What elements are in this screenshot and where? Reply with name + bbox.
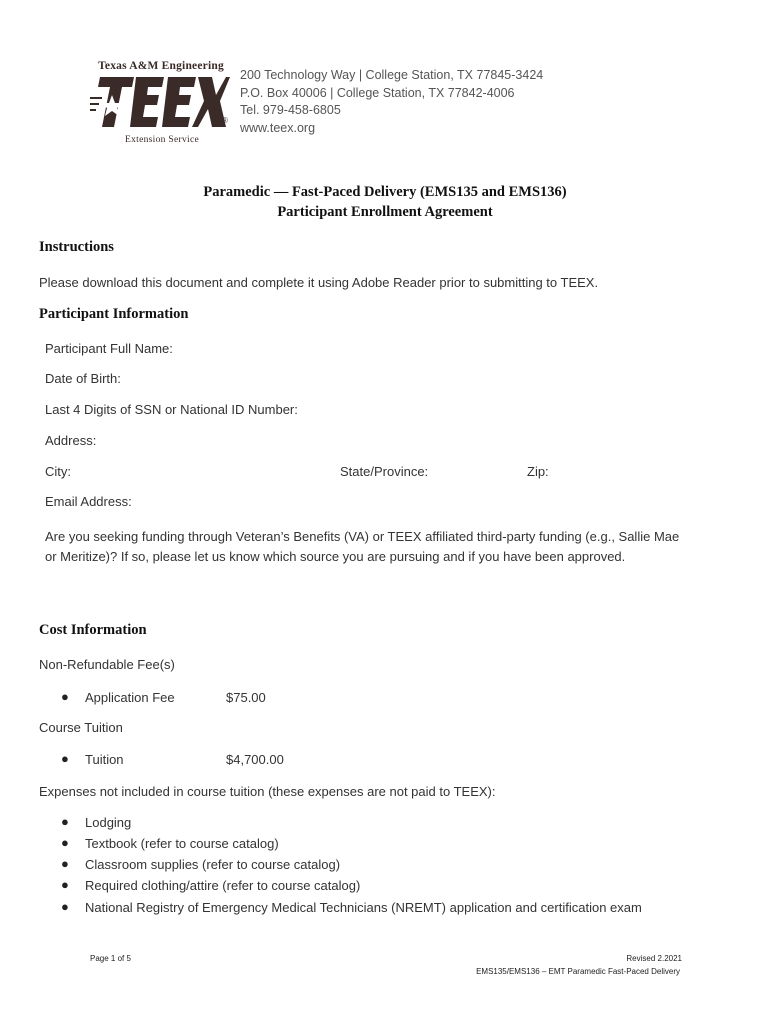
bullet-icon: ●	[61, 814, 69, 829]
website-line: www.teex.org	[240, 120, 316, 135]
revision-date: Revised 2.2021	[626, 954, 682, 963]
bullet-icon: ●	[61, 899, 69, 914]
list-item: Classroom supplies (refer to course catalog)	[85, 857, 341, 872]
address-label: Address:	[45, 433, 97, 448]
list-item: Textbook (refer to course catalog)	[85, 836, 279, 851]
bullet-icon: ●	[61, 689, 69, 704]
logo-bottom-text: Extension Service	[125, 135, 199, 145]
full-name-label: Participant Full Name:	[45, 341, 173, 356]
nonrefundable-label: Non-Refundable Fee(s)	[39, 657, 175, 672]
tuition-value: $4,700.00	[226, 752, 284, 767]
expenses-label: Expenses not included in course tuition (these expenses are not paid to TEEX):	[39, 784, 496, 799]
dob-label: Date of Birth:	[45, 371, 121, 386]
funding-question: Are you seeking funding through Veteran’s Benefits (VA) or TEEX affiliated third-party funding (e.g., Sallie Mae or Meritize)? If so, please let us know which source you are pursuing and if you have been approved.	[45, 529, 680, 564]
application-fee-value: $75.00	[226, 690, 266, 705]
registered-mark: ®	[222, 116, 228, 125]
tuition-label: Tuition	[85, 752, 124, 767]
tuition-section-label: Course Tuition	[39, 720, 123, 735]
bullet-icon: ●	[61, 835, 69, 850]
city-label: City:	[45, 464, 71, 479]
instructions-text: Please download this document and complete it using Adobe Reader prior to submitting to TEEX.	[39, 275, 599, 290]
logo-top-text: Texas A&M Engineering	[98, 60, 224, 72]
address-line: P.O. Box 40006 | College Station, TX 77842-4006	[240, 85, 515, 100]
cost-heading: Cost Information	[39, 622, 147, 638]
bullet-icon: ●	[61, 877, 69, 892]
document-id: EMS135/EMS136 – EMT Paramedic Fast-Paced Delivery	[476, 967, 680, 976]
list-item: Lodging	[85, 815, 132, 830]
participant-heading: Participant Information	[39, 306, 189, 322]
bullet-icon: ●	[61, 751, 69, 766]
zip-label: Zip:	[527, 464, 549, 479]
page-number: Page 1 of 5	[90, 954, 131, 963]
teex-logo-mark-icon	[90, 75, 230, 129]
application-fee-label: Application Fee	[85, 690, 175, 705]
list-item: National Registry of Emergency Medical Technicians (NREMT) application and certification exam	[85, 900, 642, 915]
instructions-heading: Instructions	[39, 239, 114, 255]
bullet-icon: ●	[61, 856, 69, 871]
address-block	[240, 67, 543, 137]
list-item: Required clothing/attire (refer to course catalog)	[85, 878, 361, 893]
email-label: Email Address:	[45, 494, 132, 509]
ssn-label: Last 4 Digits of SSN or National ID Number:	[45, 402, 298, 417]
state-label: State/Province:	[340, 464, 429, 479]
teex-logo	[88, 60, 234, 148]
document-subtitle: Participant Enrollment Agreement	[277, 204, 493, 220]
address-line: 200 Technology Way | College Station, TX 77845-3424	[240, 68, 544, 82]
document-title: Paramedic — Fast-Paced Delivery (EMS135 and EMS136)	[203, 184, 567, 200]
phone-line: Tel. 979-458-6805	[240, 103, 341, 117]
